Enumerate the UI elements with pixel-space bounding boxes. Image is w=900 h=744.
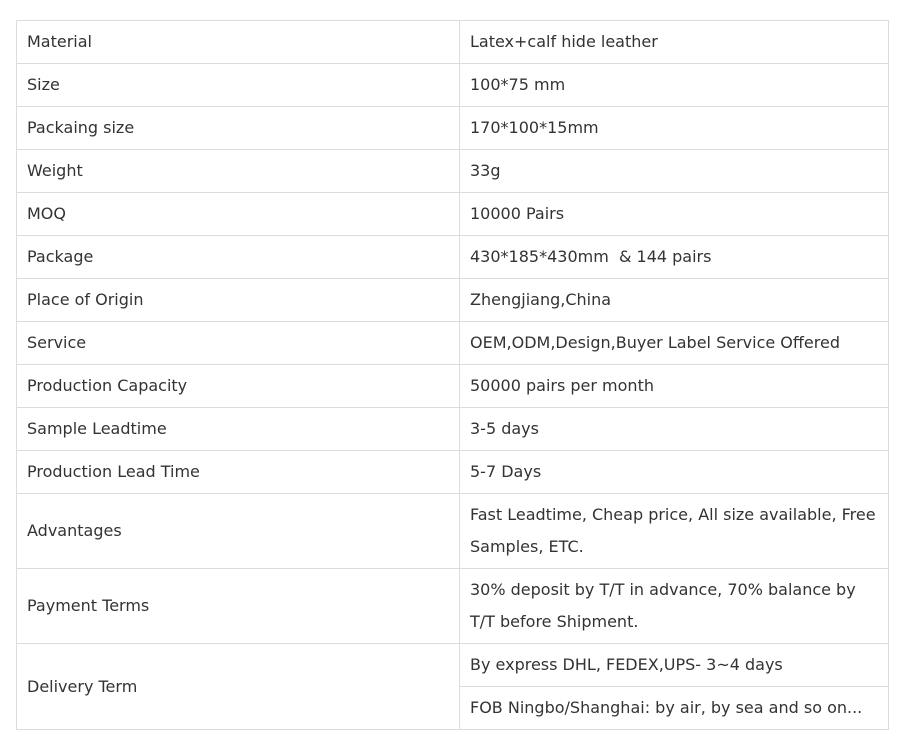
table-row [17, 451, 889, 494]
table-row [17, 21, 889, 64]
table-row [17, 236, 889, 279]
row-label: MOQ [17, 193, 460, 236]
row-label: Package [17, 236, 460, 279]
spec-table [16, 20, 889, 730]
row-label: Weight [17, 150, 460, 193]
table-row [17, 279, 889, 322]
table-row [17, 107, 889, 150]
row-value: 30% deposit by T/T in advance, 70% balance by T/T before Shipment. [460, 569, 889, 644]
row-label: Packaing size [17, 107, 460, 150]
row-label: Sample Leadtime [17, 408, 460, 451]
row-value: 33g [460, 150, 889, 193]
row-value: 3-5 days [460, 408, 889, 451]
table-row [17, 494, 889, 569]
delivery-term-value: FOB Ningbo/Shanghai: by air, by sea and so on... [460, 687, 889, 730]
row-label: Production Lead Time [17, 451, 460, 494]
row-label: Service [17, 322, 460, 365]
row-value: 430*185*430mm & 144 pairs [460, 236, 889, 279]
table-row [17, 569, 889, 644]
table-row [17, 408, 889, 451]
row-value: 5-7 Days [460, 451, 889, 494]
row-value: 10000 Pairs [460, 193, 889, 236]
row-value: Latex+calf hide leather [460, 21, 889, 64]
row-label: Payment Terms [17, 569, 460, 644]
row-label: Material [17, 21, 460, 64]
delivery-term-value: By express DHL, FEDEX,UPS- 3~4 days [460, 644, 889, 687]
table-row [17, 64, 889, 107]
table-row [17, 365, 889, 408]
table-row [17, 150, 889, 193]
table-row [17, 322, 889, 365]
row-label: Production Capacity [17, 365, 460, 408]
row-value: 50000 pairs per month [460, 365, 889, 408]
row-value: OEM,ODM,Design,Buyer Label Service Offered [460, 322, 889, 365]
row-value: Zhengjiang,China [460, 279, 889, 322]
row-label: Place of Origin [17, 279, 460, 322]
row-value: 170*100*15mm [460, 107, 889, 150]
row-value: 100*75 mm [460, 64, 889, 107]
row-label: Advantages [17, 494, 460, 569]
table-row [17, 193, 889, 236]
row-label: Size [17, 64, 460, 107]
delivery-term-label: Delivery Term [17, 644, 460, 730]
table-row [17, 644, 889, 687]
row-value: Fast Leadtime, Cheap price, All size available, Free Samples, ETC. [460, 494, 889, 569]
